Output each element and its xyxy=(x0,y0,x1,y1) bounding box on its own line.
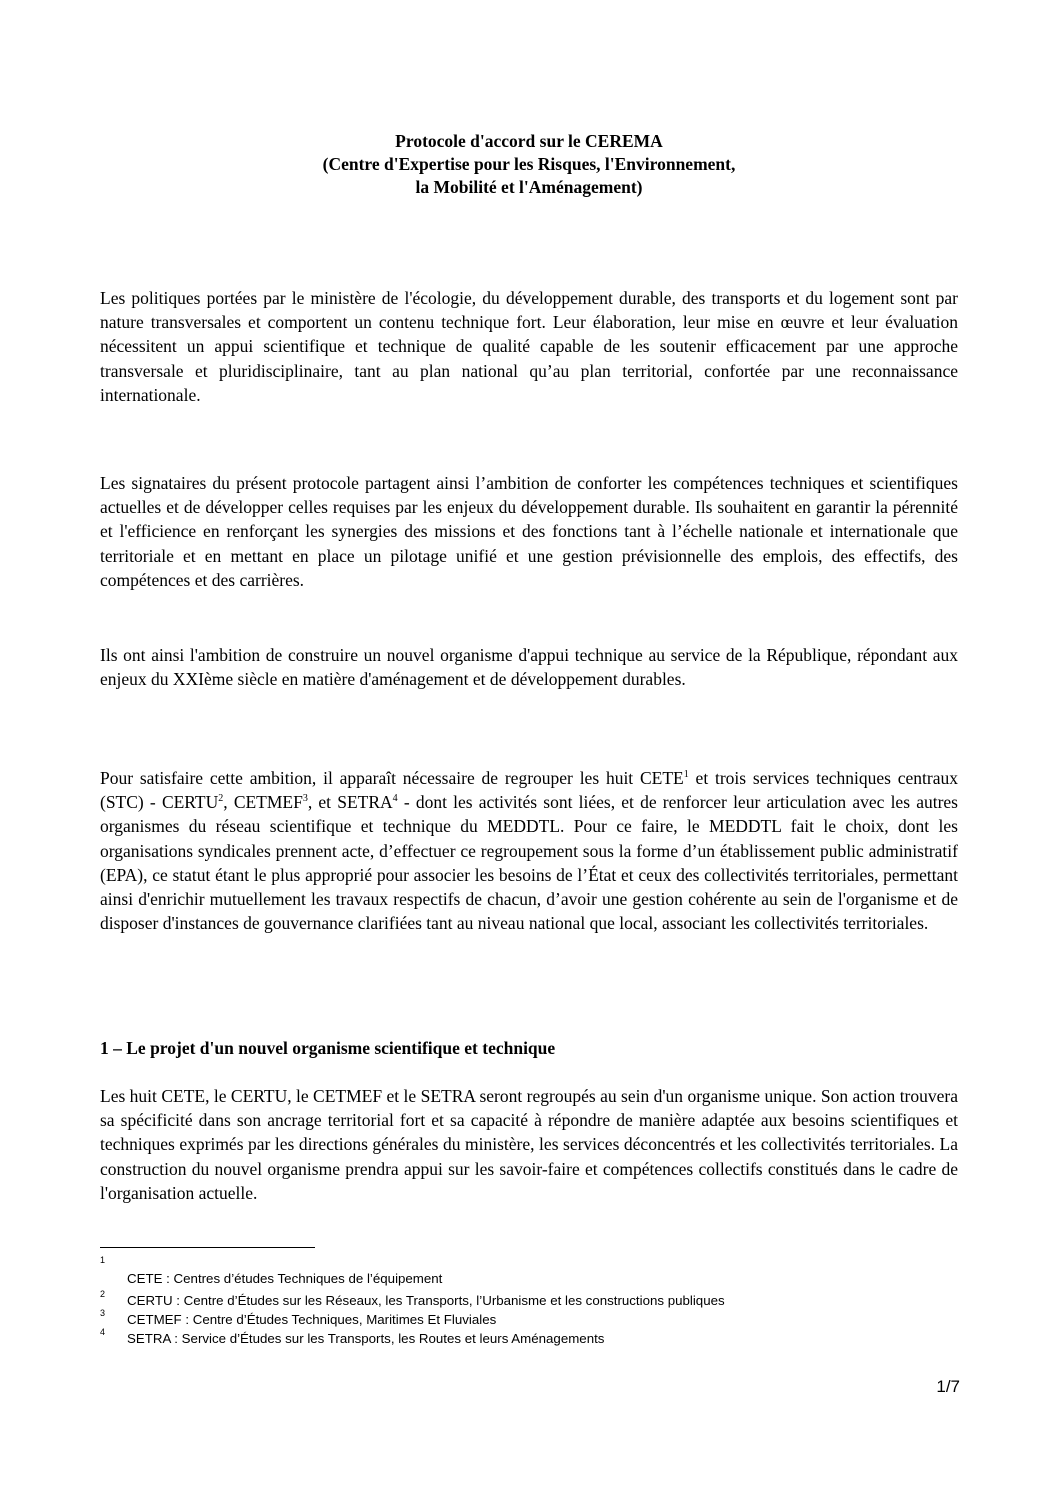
paragraph-1: Les politiques portées par le ministère de l'écologie, du développement durable, des transports et du logement sont par nature transversales et comportent un contenu technique fort. Leur élaboration, leur mise en œuvre et leur évaluation nécessitent un appui scientifique et technique de qualité capable de les soutenir efficacement par une approche transversale et pluridisciplinaire, tant au plan national qu’au plan territorial, confortée par une reconnaissance internationale. xyxy=(100,288,958,405)
paragraph-4-part-a: Pour satisfaire cette ambition, il apparaît nécessaire de regrouper les huit CETE xyxy=(100,768,684,788)
footnote-ref-3: 3 xyxy=(302,793,308,805)
paragraph-5: Les huit CETE, le CERTU, le CETMEF et le SETRA seront regroupés au sein d'un organisme unique. Son action trouvera sa spécificité dans son ancrage territorial fort et sa capacité à répondre de manière adaptée aux besoins scientifiques et techniques exprimés par les directions générales du ministère, les services déconcentrés et les collectivités territoriales. La construction du nouvel organisme prendra appui sur les savoir-faire et compétences collectifs constitués dans le cadre de l'organisation actuelle. xyxy=(100,1086,958,1203)
paragraph-4 xyxy=(100,766,958,935)
footnote-3 xyxy=(100,1308,958,1330)
footnote-separator xyxy=(100,1247,315,1248)
paragraph-3: Ils ont ainsi l'ambition de construire un nouvel organisme d'appui technique au service de la République, répondant aux enjeux du XXIème siècle en matière d'aménagement et de développement durables. xyxy=(100,645,958,690)
footnote-1 xyxy=(100,1255,958,1292)
footnote-4 xyxy=(100,1327,958,1349)
paragraph-4-part-b: et trois services techniques centraux (STC) - CERTU xyxy=(100,768,958,813)
footnote-text: SETRA : Service d’Études sur les Transports, les Routes et leurs Aménagements xyxy=(127,1331,605,1346)
footnote-ref-1: 1 xyxy=(683,769,689,781)
paragraph-2: Les signataires du présent protocole partagent ainsi l’ambition de conforter les compétences techniques et scientifiques actuelles et de développer celles requises par les enjeux du développement durable. Ils souhaitent en garantir la pérennité et l'efficience en renforçant les synergies des missions et des fonctions tant à l’échelle nationale et internationale que territoriale et en mettant en place un pilotage unifié et une gestion prévisionnelle des emplois, des effectifs, des compétences et des carrières. xyxy=(100,473,958,590)
document-title xyxy=(0,130,1058,199)
title-line-2: (Centre d'Expertise pour les Risques, l'Environnement, xyxy=(322,154,736,174)
page-number: 1/7 xyxy=(936,1377,960,1396)
title-line-3: la Mobilité et l'Aménagement) xyxy=(415,177,643,197)
footnote-number: 3 xyxy=(100,1308,106,1318)
footnote-text: CETMEF : Centre d’Études Techniques, Maritimes Et Fluviales xyxy=(127,1312,497,1327)
footnote-text: CETE : Centres d’études Techniques de l’équipement xyxy=(127,1271,443,1286)
footnote-text: CERTU : Centre d’Études sur les Réseaux, les Transports, l’Urbanisme et les constructions publiques xyxy=(127,1293,725,1308)
paragraph-4-part-e: - dont les activités sont liées, et de renforcer leur articulation avec les autres organismes du réseau scientifique et technique du MEDDTL. Pour ce faire, le MEDDTL fait le choix, dont les organisations syndicales prennent acte, d’effectuer ce regroupement sous la forme d’un établissement public administratif (EPA), ce statut étant le plus approprié pour associer les besoins de l’État et ceux des collectivités territoriales, permettant ainsi d'enrichir mutuellement les travaux respectifs de chacun, d’avoir une gestion cohérente au sein de l'organisme et de disposer d'instances de gouvernance clarifiées tant au niveau national que local, associant les collectivités territoriales. xyxy=(100,792,958,934)
section-heading: 1 – Le projet d'un nouvel organisme scientifique et technique xyxy=(100,1038,556,1058)
footnote-number: 1 xyxy=(100,1255,106,1265)
footnote-2 xyxy=(100,1289,958,1311)
footnotes xyxy=(100,1255,958,1349)
paragraph-4-part-d: , et SETRA xyxy=(307,792,393,813)
paragraph-4-part-c: , CETMEF xyxy=(223,792,303,813)
footnote-number: 2 xyxy=(100,1289,106,1299)
footnote-number: 4 xyxy=(100,1327,106,1337)
footnote-ref-4: 4 xyxy=(392,793,398,805)
footnote-ref-2: 2 xyxy=(218,793,224,805)
title-line-1: Protocole d'accord sur le CEREMA xyxy=(395,131,663,151)
